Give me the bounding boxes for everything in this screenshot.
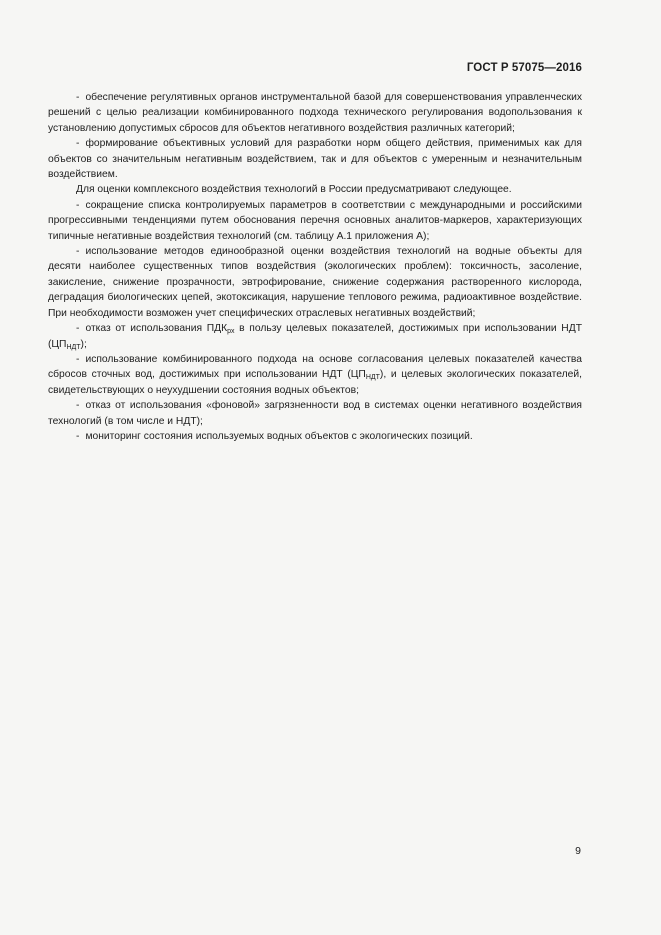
document-header: ГОСТ Р 57075—2016 xyxy=(466,62,582,74)
paragraph-text: отказ от использования «фоновой» загрязненности вод в системах оценки негативного воздействия технологий (в том числе и НДТ); xyxy=(48,400,582,427)
paragraph xyxy=(48,198,582,244)
subscript: НДТ xyxy=(365,374,380,382)
paragraph xyxy=(48,352,582,398)
paragraph-text: формирование объективных условий для разработки норм общего действия, применимых как для объектов со значительным негативным воздействием, так и для объектов с умеренным и незначительным воздействием. xyxy=(48,138,582,181)
paragraph-text: мониторинг состояния используемых водных объектов с экологических позиций. xyxy=(85,430,473,442)
page-number: 9 xyxy=(575,845,581,857)
paragraph xyxy=(48,182,582,197)
list-dash: - xyxy=(76,246,80,258)
paragraph xyxy=(48,90,582,136)
document-body xyxy=(48,90,582,444)
list-dash: - xyxy=(76,92,80,103)
paragraph xyxy=(48,321,582,352)
paragraph-text: в пользу целевых показателей, достижимых при использовании НДТ (ЦП xyxy=(48,323,582,350)
paragraph xyxy=(48,398,582,429)
paragraph-text: использование комбинированного подхода на основе согласования целевых показателей качества сбросов сточных вод, достижимых при использовании НДТ (ЦП xyxy=(48,353,582,381)
list-dash: - xyxy=(76,138,80,150)
paragraph xyxy=(48,136,582,182)
paragraph-text: обеспечение регулятивных органов инструментальной базой для совершенствования управленческих решений с целью реализации комбинированного подхода технического регулирования водопользования к установлению допустимых сбросов для объектов негативного воздействия различных категорий; xyxy=(48,92,582,134)
list-dash: - xyxy=(76,199,80,211)
subscript: НДТ xyxy=(66,343,81,351)
list-dash: - xyxy=(76,323,80,335)
paragraph xyxy=(48,429,582,444)
subscript: рх xyxy=(227,328,235,336)
list-dash: - xyxy=(76,353,80,365)
list-dash: - xyxy=(76,400,80,412)
paragraph-text: использование методов единообразной оценки воздействия технологий на водные объекты для десяти наиболее существенных типов воздействия (экологических проблем): токсичность, засоление, закисление, снижение прозрачности, эвтрофирование, снижение содержания растворенного кислорода, деградация биологических цепей, экотоксикация, нарушение теплового режима, радиоактивное воздействие. При необходимости возможен учет специфических отраслевых негативных воздействий; xyxy=(48,246,582,319)
paragraph-text: сокращение списка контролируемых параметров в соответствии с международными и российскими прогрессивными тенденциями путем обоснования перечня основных аналитов-маркеров, характеризующих типичные негативные воздействия технологий (см. таблицу А.1 приложения А); xyxy=(48,199,582,242)
paragraph-text: отказ от использования ПДК xyxy=(85,323,228,335)
paragraph-text: ); xyxy=(80,338,87,350)
paragraph xyxy=(48,244,582,321)
list-dash: - xyxy=(76,430,80,442)
paragraph-text: ), и целевых экологических показателей, свидетельствующих о неухудшении состояния водных объектов; xyxy=(48,369,582,396)
paragraph-text: Для оценки комплексного воздействия технологий в России предусматривают следующее. xyxy=(76,184,512,196)
